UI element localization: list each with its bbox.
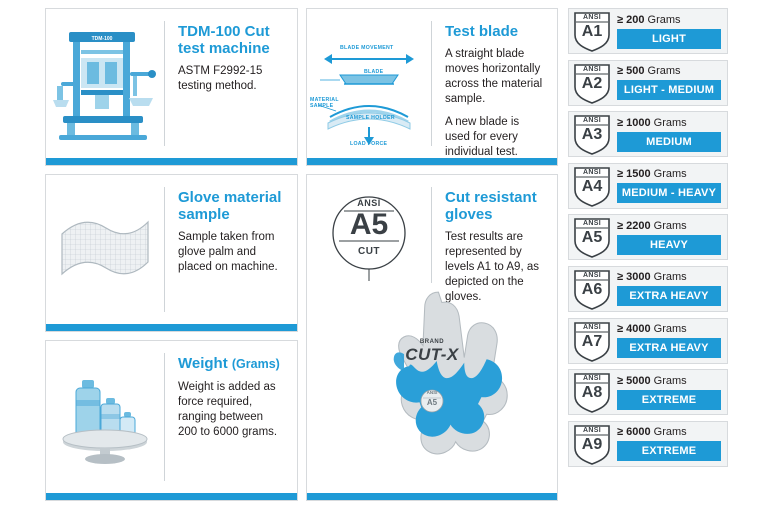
level-band: EXTRA HEAVY [617, 286, 721, 306]
shield-level-code: A7 [581, 332, 603, 350]
card-accent-bar [46, 158, 297, 165]
shield-ansi-label: ANSI [583, 375, 601, 383]
card-accent-bar [46, 493, 297, 500]
shield-icon [569, 267, 615, 311]
level-grams-value: ≥ 1000 [617, 116, 651, 129]
level-grams-unit: Grams [653, 374, 687, 387]
level-band: EXTREME [617, 441, 721, 461]
ansi-level-row [568, 369, 728, 415]
level-band: EXTRA HEAVY [617, 338, 721, 358]
level-grams [617, 220, 721, 232]
fabric-sample-illustration [46, 175, 164, 324]
card-gloves-body: Test results are represented by levels A1 to A9, as depicted on the gloves. [445, 231, 539, 303]
card-machine-title: TDM-100 Cut test machine [178, 23, 270, 57]
level-grams [617, 117, 721, 129]
svg-text:TDM-100: TDM-100 [91, 35, 113, 42]
card-blade-title: Test blade [445, 23, 519, 40]
level-grams-value: ≥ 3000 [617, 271, 651, 284]
card-weight-text [164, 341, 297, 493]
shield-ansi-label: ANSI [583, 426, 601, 434]
shield-level-code: A8 [581, 384, 603, 402]
level-grams [617, 14, 721, 26]
badge-cut-label: CUT [357, 246, 381, 257]
label-material-sample: MATERIAL SAMPLE [310, 96, 339, 109]
blade-diagram [307, 9, 431, 158]
shield-level-code: A1 [581, 23, 603, 40]
ansi-level-row [568, 266, 728, 312]
level-grams-value: ≥ 4000 [617, 323, 651, 336]
card-machine-body: ASTM F2992-15 testing method. [178, 65, 263, 92]
shield-icon [569, 112, 615, 156]
shield-level-code: A6 [581, 280, 603, 298]
shield-icon [569, 61, 615, 105]
level-grams-unit: Grams [647, 13, 681, 26]
card-sample-text [164, 175, 297, 324]
shield-ansi-label: ANSI [583, 168, 601, 176]
ansi-level-row [568, 111, 728, 157]
card-blade-body-1: A straight blade moves horizontally across the material sample. [445, 48, 543, 105]
card-test-blade [306, 8, 558, 166]
level-band: LIGHT [617, 29, 721, 49]
level-grams-value: ≥ 2200 [617, 219, 651, 232]
card-tdm-100-machine [45, 8, 298, 166]
shield-level-code: A5 [581, 229, 603, 247]
label-load-force: LOAD FORCE [350, 140, 388, 147]
shield-level-code: A2 [581, 74, 603, 92]
level-grams-unit: Grams [647, 65, 681, 78]
card-machine-text [164, 9, 297, 158]
label-sample-holder: SAMPLE HOLDER [346, 114, 395, 121]
level-grams-value: ≥ 5000 [617, 374, 651, 387]
shield-ansi-label: ANSI [583, 117, 601, 125]
level-band: MEDIUM [617, 132, 721, 152]
level-grams-unit: Grams [653, 323, 687, 336]
card-weight-title-main: Weight [178, 355, 228, 372]
glove-brand [405, 339, 459, 365]
shield-level-code: A4 [581, 177, 603, 195]
glove-ansi-patch [419, 387, 445, 415]
label-blade: BLADE [364, 68, 384, 75]
shield-level-code: A3 [581, 126, 603, 144]
card-accent-bar [46, 324, 297, 331]
level-grams [617, 271, 721, 283]
card-gloves-title: Cut resistant gloves [445, 189, 537, 223]
card-weight-body: Weight is added as force required, ranging between 200 to 6000 grams. [178, 381, 278, 438]
ansi-level-row [568, 163, 728, 209]
card-sample-body: Sample taken from glove palm and placed on machine. [178, 231, 278, 273]
card-accent-bar [307, 158, 557, 165]
level-grams-unit: Grams [653, 168, 687, 181]
shield-ansi-label: ANSI [583, 323, 601, 331]
glove-patch-top: ANSI [426, 390, 438, 395]
shield-level-code: A9 [581, 435, 603, 453]
card-weight-title [178, 355, 285, 373]
shield-icon [569, 215, 615, 259]
card-blade-text [431, 9, 557, 158]
level-grams-value: ≥ 200 [617, 13, 645, 26]
ansi-level-row [568, 421, 728, 467]
shield-icon [569, 319, 615, 363]
shield-ansi-label: ANSI [583, 271, 601, 279]
level-band: LIGHT - MEDIUM [617, 80, 721, 100]
level-grams-value: ≥ 1500 [617, 168, 651, 181]
glove-brand-small: BRAND [419, 339, 445, 345]
level-grams-value: ≥ 500 [617, 65, 645, 78]
badge-ansi-label: ANSI [357, 198, 381, 208]
level-grams-unit: Grams [653, 219, 687, 232]
shield-icon [569, 9, 615, 53]
ansi-level-list [568, 8, 728, 472]
tdm-100-machine-illustration [46, 9, 164, 158]
level-grams [617, 323, 721, 335]
level-band: HEAVY [617, 235, 721, 255]
card-blade-body-2: A new blade is used for every individual test. [445, 116, 520, 158]
level-band: EXTREME [617, 390, 721, 410]
level-grams-unit: Grams [653, 426, 687, 439]
card-weight [45, 340, 298, 501]
card-weight-title-sub: (Grams) [231, 357, 280, 371]
label-blade-movement: BLADE MOVEMENT [340, 44, 394, 51]
glove-brand-big: CUT-X [405, 345, 459, 364]
ansi-level-row [568, 214, 728, 260]
ansi-level-row [568, 318, 728, 364]
card-glove-material-sample [45, 174, 298, 332]
level-grams-unit: Grams [653, 116, 687, 129]
level-grams [617, 375, 721, 387]
shield-icon [569, 422, 615, 466]
level-grams [617, 426, 721, 438]
ansi-level-row [568, 8, 728, 54]
weights-illustration [46, 341, 164, 493]
badge-level-code: A5 [349, 208, 389, 241]
shield-ansi-label: ANSI [583, 65, 601, 73]
glove-illustration [307, 295, 557, 493]
level-band: MEDIUM - HEAVY [617, 183, 721, 203]
level-grams-unit: Grams [653, 271, 687, 284]
shield-ansi-label: ANSI [583, 14, 601, 21]
shield-ansi-label: ANSI [583, 220, 601, 228]
level-grams [617, 65, 721, 77]
ansi-level-row [568, 60, 728, 106]
shield-icon [569, 164, 615, 208]
glove-patch-code: A5 [426, 398, 438, 407]
ansi-a5-badge [307, 175, 431, 295]
level-grams [617, 168, 721, 180]
card-gloves-text [431, 175, 557, 303]
card-sample-title: Glove material sample [178, 189, 282, 223]
level-grams-value: ≥ 6000 [617, 426, 651, 439]
shield-icon [569, 370, 615, 414]
card-accent-bar [307, 493, 557, 500]
card-cut-resistant-gloves [306, 174, 558, 501]
